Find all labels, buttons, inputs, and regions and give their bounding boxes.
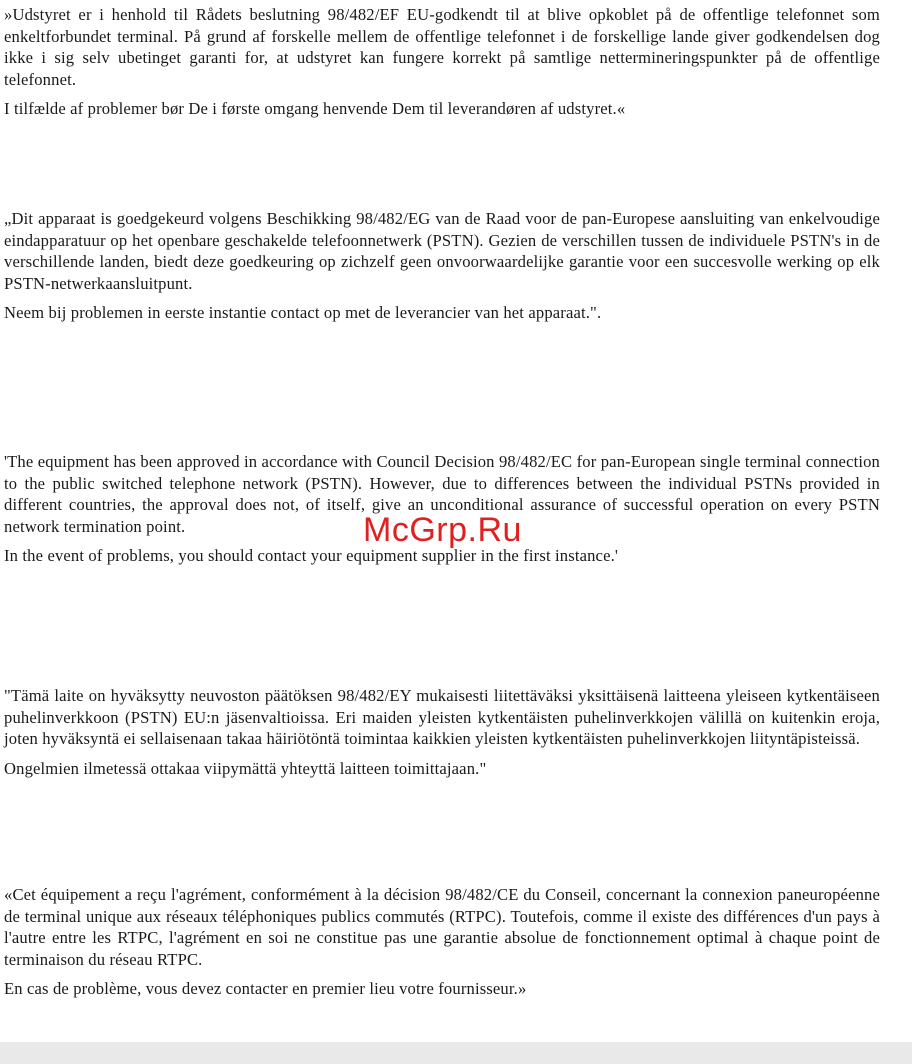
paragraph-english-problems: In the event of problems, you should contact your equipment supplier in the first instance.' — [4, 546, 619, 566]
paragraph-danish-problems: I tilfælde af problemer bør De i første omgang henvende Dem til leverandøren af udstyret.« — [4, 99, 626, 119]
section-dutch — [4, 208, 880, 324]
paragraph-english-approval: 'The equipment has been approved in accordance with Council Decision 98/482/EC for pan-European single terminal connection to the public switched telephone network (PSTN). However, due to differences between the individual PSTNs provided in different countries, the approval does not, of itself, give an unconditional assurance of successful operation on every PSTN network termination point. — [4, 452, 880, 536]
paragraph-dutch-problems: Neem bij problemen in eerste instantie contact op met de leverancier van het apparaat.". — [4, 303, 602, 323]
paragraph-danish-approval: »Udstyret er i henhold til Rådets beslutning 98/482/EF EU-godkendt til at blive opkoblet på de offentlige telefonnet som enkeltforbundet terminal. På grund af forskelle mellem de offentlige telefonnet i de forskellige lande giver godkendelsen dog ikke i sig selv ubetinget garanti for, at udstyret kan fungere korrekt på samtlige nettermineringspunkter på de offentlige telefonnet. — [4, 5, 880, 89]
paragraph-finnish-problems: Ongelmien ilmetessä ottakaa viipymättä yhteyttä laitteen toimittajaan." — [4, 758, 487, 778]
paragraph-finnish-approval: "Tämä laite on hyväksytty neuvoston päätöksen 98/482/EY mukaisesti liitettäväksi yksittäisenä laitteena yleiseen kytkentäiseen puhelinverkkoon (PSTN) EU:n jäsenvaltioissa. Eri maiden yleisten kytkentäisten puhelinverkkojen välillä on kuitenkin eroja, joten hyväksyntä ei sellaisenaan takaa häiriötöntä toimintaa kaikkien yleisten kytkentäisten puhelinverkkojen liityntäpisteissä. — [4, 686, 880, 749]
section-french — [4, 884, 880, 1000]
section-danish — [4, 4, 880, 120]
paragraph-french-approval: «Cet équipement a reçu l'agrément, conformément à la décision 98/482/CE du Conseil, concernant la connexion paneuropéenne de terminal unique aux réseaux téléphoniques publics commutés (RTPC). Toutefois, comme il existe des différences d'un pays à l'autre entre les RTPC, l'agrément en soi ne constitue pas une garantie absolue de fonctionnement optimal à chaque point de terminaison du réseau RTPC. — [4, 885, 880, 969]
watermark-text: McGrp.Ru — [363, 511, 522, 549]
section-finnish — [4, 685, 880, 779]
paragraph-dutch-approval: „Dit apparaat is goedgekeurd volgens Beschikking 98/482/EG van de Raad voor de pan-Europese aansluiting van enkelvoudige eindapparatuur op het openbare geschakelde telefoonnetwerk (PSTN). Gezien de verschillen tussen de individuele PSTN's in de verschillende landen, biedt deze goedkeuring op zichzelf geen onvoorwaardelijke garantie voor een succesvolle werking op elk PSTN-netwerkaansluitpunt. — [4, 209, 880, 293]
bottom-scroll-bar — [0, 1042, 912, 1064]
paragraph-french-problems: En cas de problème, vous devez contacter en premier lieu votre fournisseur.» — [4, 979, 527, 999]
